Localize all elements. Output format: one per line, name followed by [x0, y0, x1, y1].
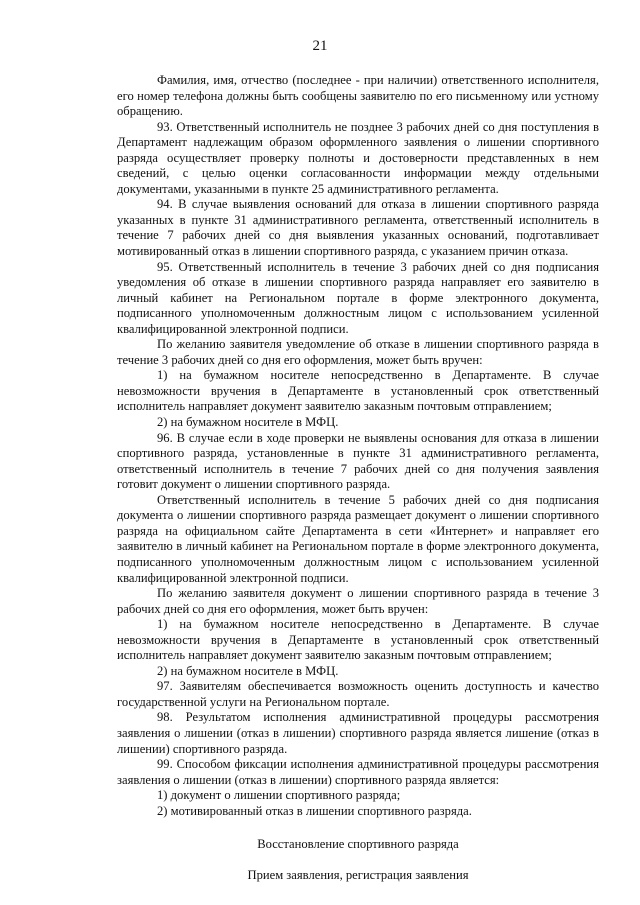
paragraph: 1) на бумажном носителе непосредственно в Департаменте. В случае невозможности вручения в Департаменте в установленный срок ответственный исполнитель направляет документ заявителю заказным почтовым отправлением; — [117, 368, 599, 414]
subsection-heading: Прием заявления, регистрация заявления — [247, 867, 469, 882]
page-number: 21 — [312, 38, 328, 54]
paragraph: 95. Ответственный исполнитель в течение 3 рабочих дней со дня подписания уведомления об отказе в лишении спортивного разряда направляет его заявителю в личный кабинет на Региональном портале в форме электронного документа, подписанного уполномоченным должностным лицом с использованием усиленной квалифицированной электронной подписи. — [117, 259, 599, 336]
paragraph: 2) на бумажном носителе в МФЦ. — [157, 663, 339, 678]
paragraph: Фамилия, имя, отчество (последнее - при наличии) ответственного исполнителя, его номер телефона должны быть сообщены заявителю по его письменному или устному обращению. — [117, 73, 599, 119]
paragraph: 98. Результатом исполнения административной процедуры рассмотрения заявления о лишении (отказ в лишении) спортивного разряда является лишение (отказ в лишении) спортивного разряда. — [117, 710, 599, 756]
paragraph: 2) на бумажном носителе в МФЦ. — [157, 415, 339, 430]
paragraph: 97. Заявителям обеспечивается возможность оценить доступность и качество государственной услуги на Региональном портале. — [117, 679, 599, 709]
paragraph: 1) документ о лишении спортивного разряда; — [157, 788, 401, 803]
paragraph: По желанию заявителя документ о лишении спортивного разряда в течение 3 рабочих дней со дня его оформления, может быть вручен: — [117, 586, 599, 616]
paragraph: 94. В случае выявления оснований для отказа в лишении спортивного разряда указанных в пункте 31 административного регламента, ответственный исполнитель в течение 7 рабочих дней со дня выявления указанных оснований, подготавливает мотивированный отказ в лишении спортивного разряда, с указанием причин отказа. — [117, 197, 599, 259]
section-heading: Восстановление спортивного разряда — [257, 837, 459, 852]
paragraph: Ответственный исполнитель в течение 5 рабочих дней со дня подписания документа о лишении спортивного разряда размещает документ о лишении спортивного разряда на официальном сайте Департамента в сети «Интернет» и направляет его заявителю в личный кабинет на Региональном портале в форме электронного документа, подписанного уполномоченным должностным лицом с использованием усиленной квалифицированной электронной подписи. — [117, 492, 599, 585]
paragraph: 93. Ответственный исполнитель не позднее 3 рабочих дней со дня поступления в Департамент надлежащим образом оформленного заявления о лишении спортивного разряда осуществляет проверку полноты и достоверности представленных в нем сведений, с целью оценки согласованности информации между отдельными документами, указанными в пункте 25 административного регламента. — [117, 119, 599, 196]
paragraph: 96. В случае если в ходе проверки не выявлены основания для отказа в лишении спортивного разряда, установленные в пункте 31 административного регламента, ответственный исполнитель в течение 7 рабочих дней со дня получения заявления готовит документ о лишении спортивного разряда. — [117, 430, 599, 492]
document-body — [117, 73, 599, 883]
paragraph: 99. Способом фиксации исполнения административной процедуры рассмотрения заявления о лишении (отказ в лишении) спортивного разряда является: — [117, 757, 599, 787]
paragraph: По желанию заявителя уведомление об отказе в лишении спортивного разряда в течение 3 рабочих дней со дня его оформления, может быть вручен: — [117, 337, 599, 367]
paragraph: 2) мотивированный отказ в лишении спортивного разряда. — [157, 803, 472, 818]
paragraph: 1) на бумажном носителе непосредственно в Департаменте. В случае невозможности вручения в Департаменте в установленный срок ответственный исполнитель направляет документ заявителю заказным почтовым отправлением; — [117, 617, 599, 663]
